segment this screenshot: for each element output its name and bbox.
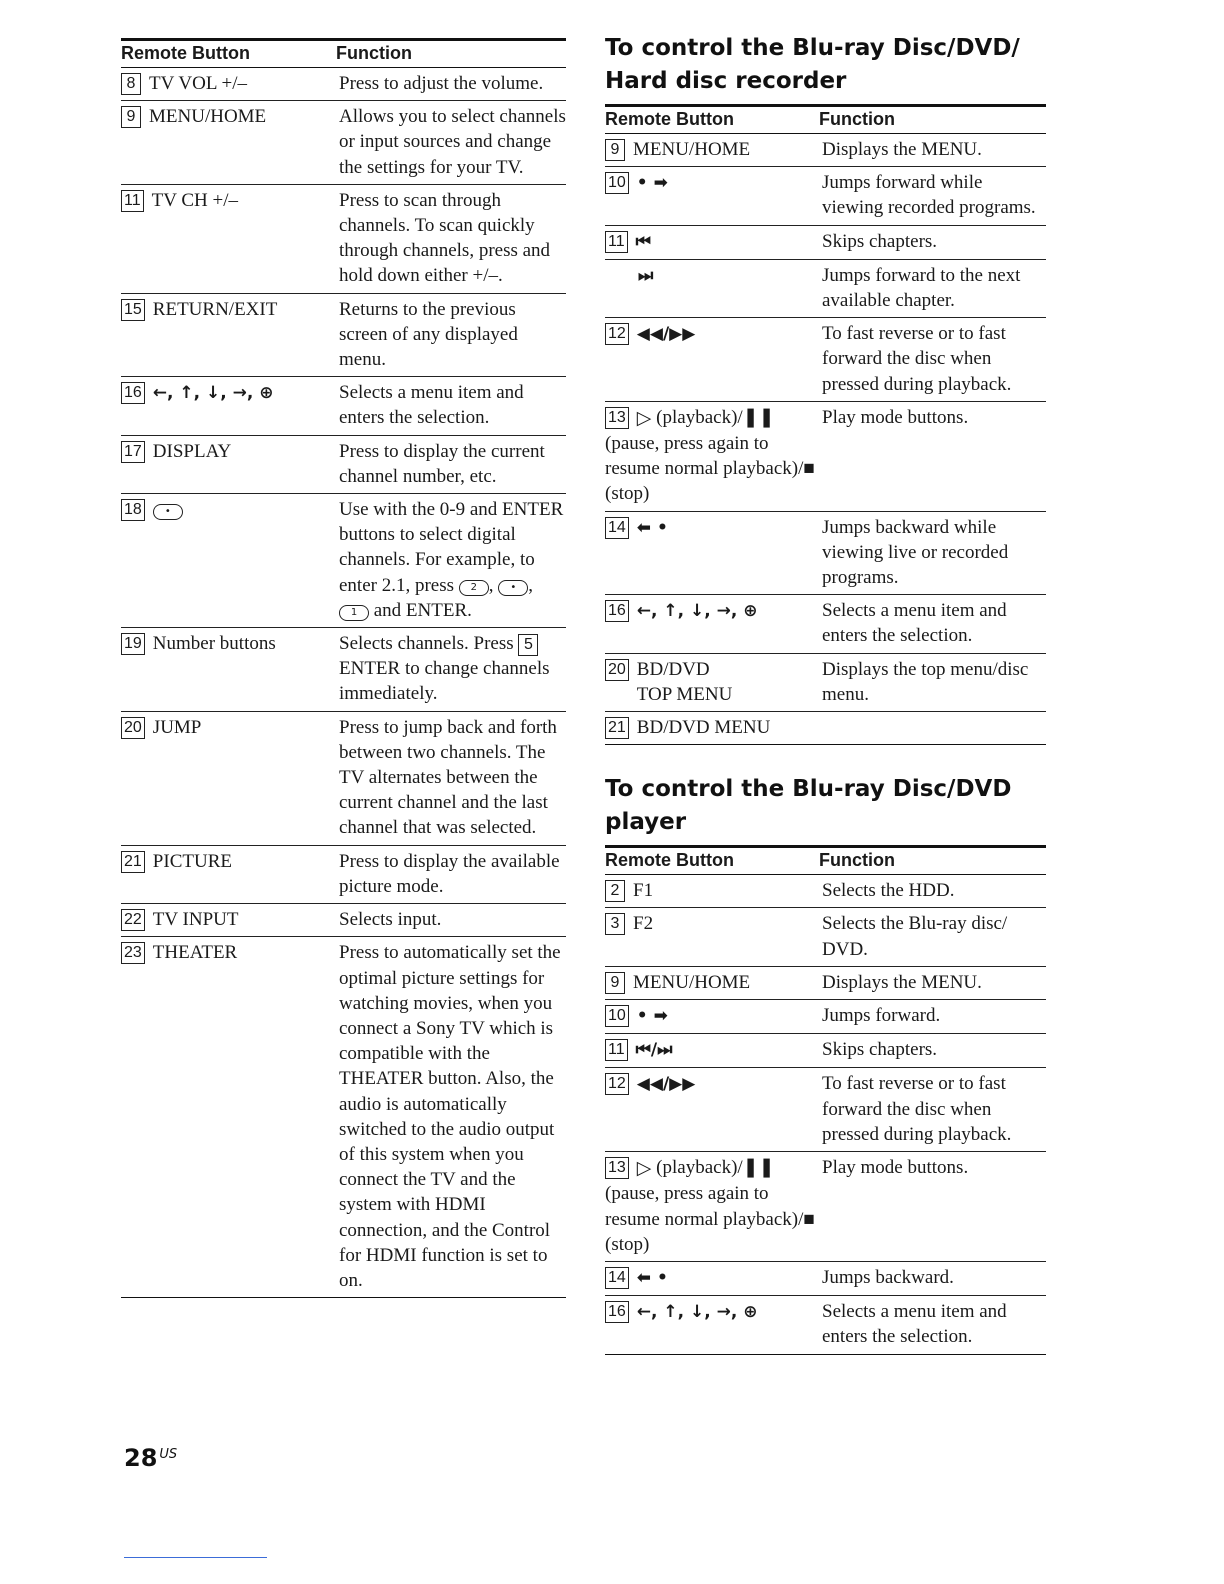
button-number: 21 — [605, 717, 629, 739]
page-number — [124, 1444, 177, 1472]
function-desc: To fast reverse or to fast forward the disc when pressed during playback. — [819, 318, 1046, 402]
table-row — [121, 293, 566, 377]
header-remote-button: Remote Button — [605, 847, 819, 875]
function-desc: Skips chapters. — [819, 1034, 1046, 1068]
key-2-icon: 2 — [459, 580, 489, 596]
desc-part: ENTER to change channels immediately. — [339, 658, 550, 705]
table-row — [605, 134, 1046, 167]
table-row — [605, 511, 1046, 595]
button-label: TV VOL +/– — [149, 73, 247, 94]
table-row — [121, 101, 566, 185]
table-row — [121, 845, 566, 903]
arrow-keys-icon: ←, ↑, ↓, →, ⊕ — [636, 601, 758, 622]
desc-part: Selects channels. Press — [339, 633, 514, 655]
button-number: 13 — [605, 407, 629, 429]
button-number: 23 — [121, 942, 145, 964]
button-label: BD/DVD TOP MENU — [636, 658, 733, 705]
button-number: 11 — [121, 190, 144, 212]
previous-chapter-icon: ⏮ — [635, 231, 651, 252]
table-row — [605, 167, 1046, 225]
button-label: TV CH +/– — [151, 189, 238, 211]
button-label: F1 — [633, 880, 654, 902]
button-number: 18 — [121, 499, 145, 521]
table-row — [121, 377, 566, 435]
rewind-fastforward-icon: ◀◀/▶▶ — [636, 1074, 696, 1095]
button-number: 13 — [605, 1157, 629, 1179]
button-number: 14 — [605, 517, 629, 539]
arrow-keys-icon: ←, ↑, ↓, →, ⊕ — [636, 1302, 758, 1323]
dot-key-icon: • — [498, 580, 528, 596]
table-row — [605, 653, 1046, 711]
button-number: 12 — [605, 323, 629, 345]
function-desc: Displays the top menu/disc menu. — [819, 653, 1046, 711]
table-row — [121, 937, 566, 1298]
rewind-fastforward-icon: ◀◀/▶▶ — [636, 324, 696, 345]
function-desc: Press to scan through channels. To scan quickly through channels, press and hold down either +/–. — [336, 184, 566, 293]
table-row — [605, 595, 1046, 653]
button-number: 8 — [121, 73, 141, 95]
table-row — [605, 225, 1046, 259]
function-desc: Jumps forward to the next available chapter. — [819, 259, 1046, 317]
button-label: PICTURE — [152, 850, 232, 872]
function-desc: Play mode buttons. — [819, 1152, 1046, 1262]
play-icon: ▷ — [636, 407, 652, 429]
button-number: 20 — [121, 717, 145, 739]
table-row — [605, 908, 1046, 966]
button-number: 3 — [605, 913, 625, 935]
table-row — [605, 1296, 1046, 1354]
function-desc: Jumps backward while viewing live or recorded programs. — [819, 511, 1046, 595]
button-number: 17 — [121, 441, 145, 463]
function-desc: Jumps backward. — [819, 1261, 1046, 1295]
header-function: Function — [819, 106, 1046, 134]
footer-divider — [124, 1557, 267, 1558]
skip-backward-icon: ⬅ • — [636, 1267, 668, 1288]
button-number: 16 — [605, 1301, 629, 1323]
table-row — [605, 712, 1046, 745]
function-desc: Press to display the available picture mode. — [336, 845, 566, 903]
right-column — [605, 32, 1046, 1355]
button-number: 14 — [605, 1267, 629, 1289]
arrow-keys-icon: ←, ↑, ↓, →, ⊕ — [152, 383, 274, 404]
player-function-table — [605, 845, 1046, 1354]
button-label: F2 — [633, 913, 654, 935]
function-desc: Selects a menu item and enters the selection. — [336, 377, 566, 435]
button-number: 10 — [605, 1005, 629, 1027]
button-label: MENU/HOME — [149, 106, 267, 128]
recorder-function-table — [605, 104, 1046, 745]
function-desc: Jumps forward. — [819, 1000, 1046, 1034]
function-desc: Press to adjust the volume. — [336, 68, 566, 101]
next-chapter-icon: ⏭ — [638, 265, 654, 286]
function-desc: To fast reverse or to fast forward the disc when pressed during playback. — [819, 1068, 1046, 1152]
function-desc: Play mode buttons. — [819, 401, 1046, 511]
button-number: 12 — [605, 1073, 629, 1095]
function-desc: Selects input. — [336, 904, 566, 937]
function-desc: Displays the MENU. — [819, 966, 1046, 999]
table-row — [605, 318, 1046, 402]
table-row — [605, 875, 1046, 908]
table-row — [121, 494, 566, 628]
button-label: Number buttons — [152, 633, 276, 655]
button-number: 22 — [121, 909, 145, 931]
button-number: 20 — [605, 659, 629, 681]
page-region-suffix: US — [159, 1447, 178, 1462]
header-function: Function — [819, 847, 1046, 875]
table-row — [605, 1034, 1046, 1068]
button-number: 15 — [121, 299, 145, 321]
table-row — [605, 1152, 1046, 1262]
button-label: MENU/HOME — [633, 139, 751, 160]
desc-part: and ENTER. — [373, 599, 472, 621]
recorder-section-title: To control the Blu-ray Disc/DVD/ Hard disc recorder — [605, 35, 1020, 94]
play-icon: ▷ — [636, 1158, 652, 1180]
tv-function-table — [121, 38, 566, 1298]
function-desc: Press to jump back and forth between two channels. The TV alternates between the current channel and the last channel that was selected. — [336, 711, 566, 845]
table-row — [121, 904, 566, 937]
button-number: 19 — [121, 633, 145, 655]
table-row — [605, 1068, 1046, 1152]
skip-forward-icon: • ➡ — [636, 1006, 668, 1027]
table-row — [121, 628, 566, 712]
key-1-icon: 1 — [339, 605, 369, 621]
button-label: (playback)/❚❚ (pause, press again to resume normal playback)/■ (stop) — [605, 1157, 815, 1255]
button-label: BD/DVD MENU — [636, 717, 771, 739]
function-desc: Selects the Blu-ray disc/ DVD. — [819, 908, 1046, 966]
table-row — [605, 259, 1046, 317]
table-row — [605, 1000, 1046, 1034]
button-label: RETURN/EXIT — [152, 298, 278, 320]
button-label: TV INPUT — [152, 909, 239, 931]
header-remote-button: Remote Button — [605, 106, 819, 134]
button-number: 10 — [605, 172, 629, 194]
table-row — [605, 401, 1046, 511]
table-row — [121, 711, 566, 845]
function-desc: Press to display the current channel number, etc. — [336, 435, 566, 493]
button-label: DISPLAY — [152, 440, 232, 462]
table-row — [121, 435, 566, 493]
button-number: 11 — [605, 1039, 628, 1061]
button-number: 16 — [121, 382, 145, 404]
skip-backward-icon: ⬅ • — [636, 517, 668, 538]
function-desc: Selects a menu item and enters the selection. — [819, 595, 1046, 653]
function-desc: Returns to the previous screen of any displayed menu. — [336, 293, 566, 377]
button-number: 11 — [605, 231, 628, 253]
function-desc: Selects a menu item and enters the selection. — [819, 1296, 1046, 1354]
left-column — [121, 38, 566, 1298]
button-number: 9 — [121, 106, 141, 128]
button-label: MENU/HOME — [633, 971, 751, 993]
button-label: JUMP — [152, 716, 202, 738]
table-row — [121, 184, 566, 293]
table-row — [121, 68, 566, 101]
button-number: 9 — [605, 139, 625, 161]
button-number: 2 — [605, 880, 625, 902]
button-label: (playback)/❚❚ (pause, press again to resume normal playback)/■ (stop) — [605, 406, 815, 505]
function-desc: Displays the MENU. — [819, 134, 1046, 167]
function-desc: Jumps forward while viewing recorded programs. — [819, 167, 1046, 225]
header-function: Function — [336, 40, 566, 68]
button-number: 21 — [121, 851, 145, 873]
function-desc: Press to automatically set the optimal picture settings for watching movies, when you connect a Sony TV which is compatible with the THEATER button. Also, the audio is automatically switched to the audio output of this system when you connect the TV and the system with HDMI connection, and the Control for HDMI function is set to on. — [336, 937, 566, 1298]
function-desc: Selects the HDD. — [819, 875, 1046, 908]
button-label: THEATER — [152, 942, 238, 964]
table-row — [605, 966, 1046, 999]
function-desc: Use with the 0-9 and ENTER buttons to select digital channels. For example, to enter 2.1, press 2 , • , 1 and ENTER. — [336, 494, 566, 628]
button-number: 16 — [605, 600, 629, 622]
chapter-skip-icon: ⏮/⏭ — [635, 1040, 673, 1061]
function-desc — [819, 712, 1046, 745]
player-section-title: To control the Blu-ray Disc/DVD player — [605, 776, 1012, 836]
function-desc: Allows you to select channels or input sources and change the settings for your TV. — [336, 101, 566, 185]
key-5-icon: 5 — [518, 634, 538, 656]
page-number-value: 28 — [124, 1444, 158, 1472]
desc-part: Use with the 0-9 and ENTER buttons to select digital channels. For example, to enter 2.1, press — [339, 499, 564, 596]
function-desc: Skips chapters. — [819, 225, 1046, 259]
table-row — [605, 1261, 1046, 1295]
dot-key-icon: • — [153, 504, 183, 520]
header-remote-button: Remote Button — [121, 40, 336, 68]
skip-forward-icon: • ➡ — [636, 173, 668, 194]
function-desc — [336, 628, 566, 712]
button-number: 9 — [605, 972, 625, 994]
